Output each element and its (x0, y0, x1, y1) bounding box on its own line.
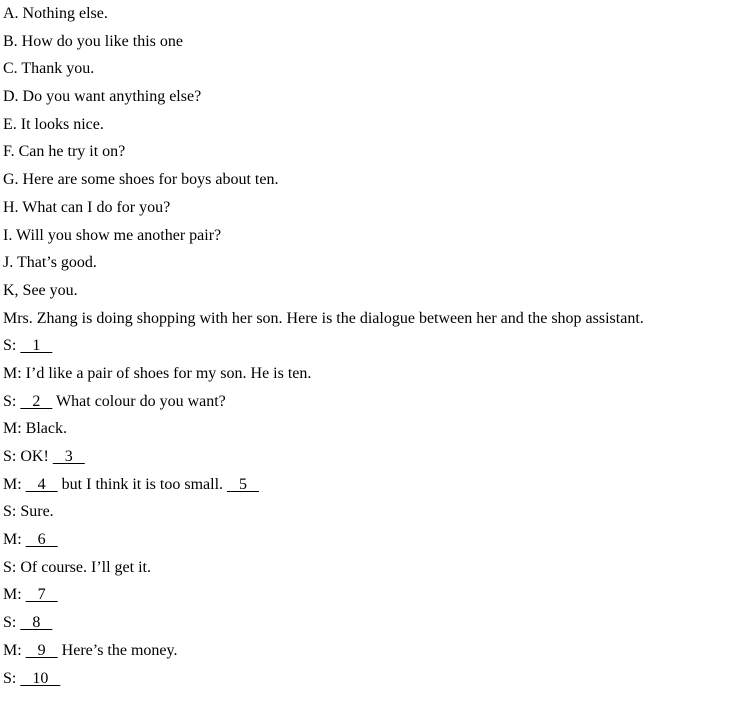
dialogue-line (3, 388, 740, 416)
dialogue-line (3, 526, 740, 554)
dialogue-line (3, 360, 740, 388)
answer-blank: 2 (20, 392, 53, 410)
dialogue-text: Of course. I’ll get it. (20, 558, 151, 576)
option-i: I. Will you show me another pair? (3, 226, 222, 244)
dialogue-line (3, 637, 740, 665)
dialogue-line (3, 332, 740, 360)
dialogue-text: What colour do you want? (52, 392, 226, 410)
dialogue-text: Black. (25, 420, 67, 438)
option-g: G. Here are some shoes for boys about ten. (3, 171, 279, 189)
speaker-label: S: (3, 337, 21, 355)
speaker-label: S: (3, 448, 21, 466)
speaker-label: M: (3, 364, 26, 382)
option-a: A. Nothing else. (3, 5, 108, 22)
option-b: B. How do you like this one (3, 32, 183, 50)
speaker-label: S: (3, 503, 21, 521)
option-d: D. Do you want anything else? (3, 88, 202, 106)
speaker-label: M: (3, 475, 26, 493)
dialogue-line (3, 609, 740, 637)
speaker-label: S: (3, 669, 21, 687)
dialogue-text: Here’s the money. (57, 641, 178, 659)
speaker-label: M: (3, 531, 26, 549)
option-c: C. Thank you. (3, 60, 95, 78)
options-list (3, 0, 740, 305)
option-k: K, See you. (3, 281, 78, 299)
speaker-label: M: (3, 586, 26, 604)
dialogue-line (3, 554, 740, 582)
dialogue-text: I’d like a pair of shoes for my son. He is ten. (25, 364, 312, 382)
speaker-label: S: (3, 614, 21, 632)
dialogue-line (3, 471, 740, 499)
answer-blank: 9 (25, 641, 58, 659)
answer-blank: 6 (25, 531, 58, 549)
answer-blank: 3 (52, 448, 85, 466)
dialogue-text: but I think it is too small. (57, 475, 228, 493)
speaker-label: S: (3, 558, 21, 576)
answer-blank: 5 (227, 475, 260, 493)
speaker-label: M: (3, 420, 26, 438)
dialogue-line (3, 498, 740, 526)
dialogue-line (3, 665, 740, 693)
speaker-label: M: (3, 641, 26, 659)
dialogue (3, 332, 740, 692)
option-j: J. That’s good. (3, 254, 97, 272)
answer-blank: 7 (25, 586, 58, 604)
dialogue-text: OK! (20, 448, 53, 466)
dialogue-line (3, 581, 740, 609)
option-f: F. Can he try it on? (3, 143, 126, 161)
dialogue-text: Sure. (20, 503, 54, 521)
option-e: E. It looks nice. (3, 115, 104, 133)
option-h: H. What can I do for you? (3, 198, 171, 216)
dialogue-line (3, 443, 740, 471)
intro-paragraph: Mrs. Zhang is doing shopping with her son. Here is the dialogue between her and the shop assistant. (3, 309, 644, 327)
answer-blank: 10 (20, 669, 61, 687)
answer-blank: 8 (20, 614, 53, 632)
worksheet (3, 0, 740, 692)
dialogue-line (3, 415, 740, 443)
speaker-label: S: (3, 392, 21, 410)
answer-blank: 4 (25, 475, 58, 493)
answer-blank: 1 (20, 337, 53, 355)
